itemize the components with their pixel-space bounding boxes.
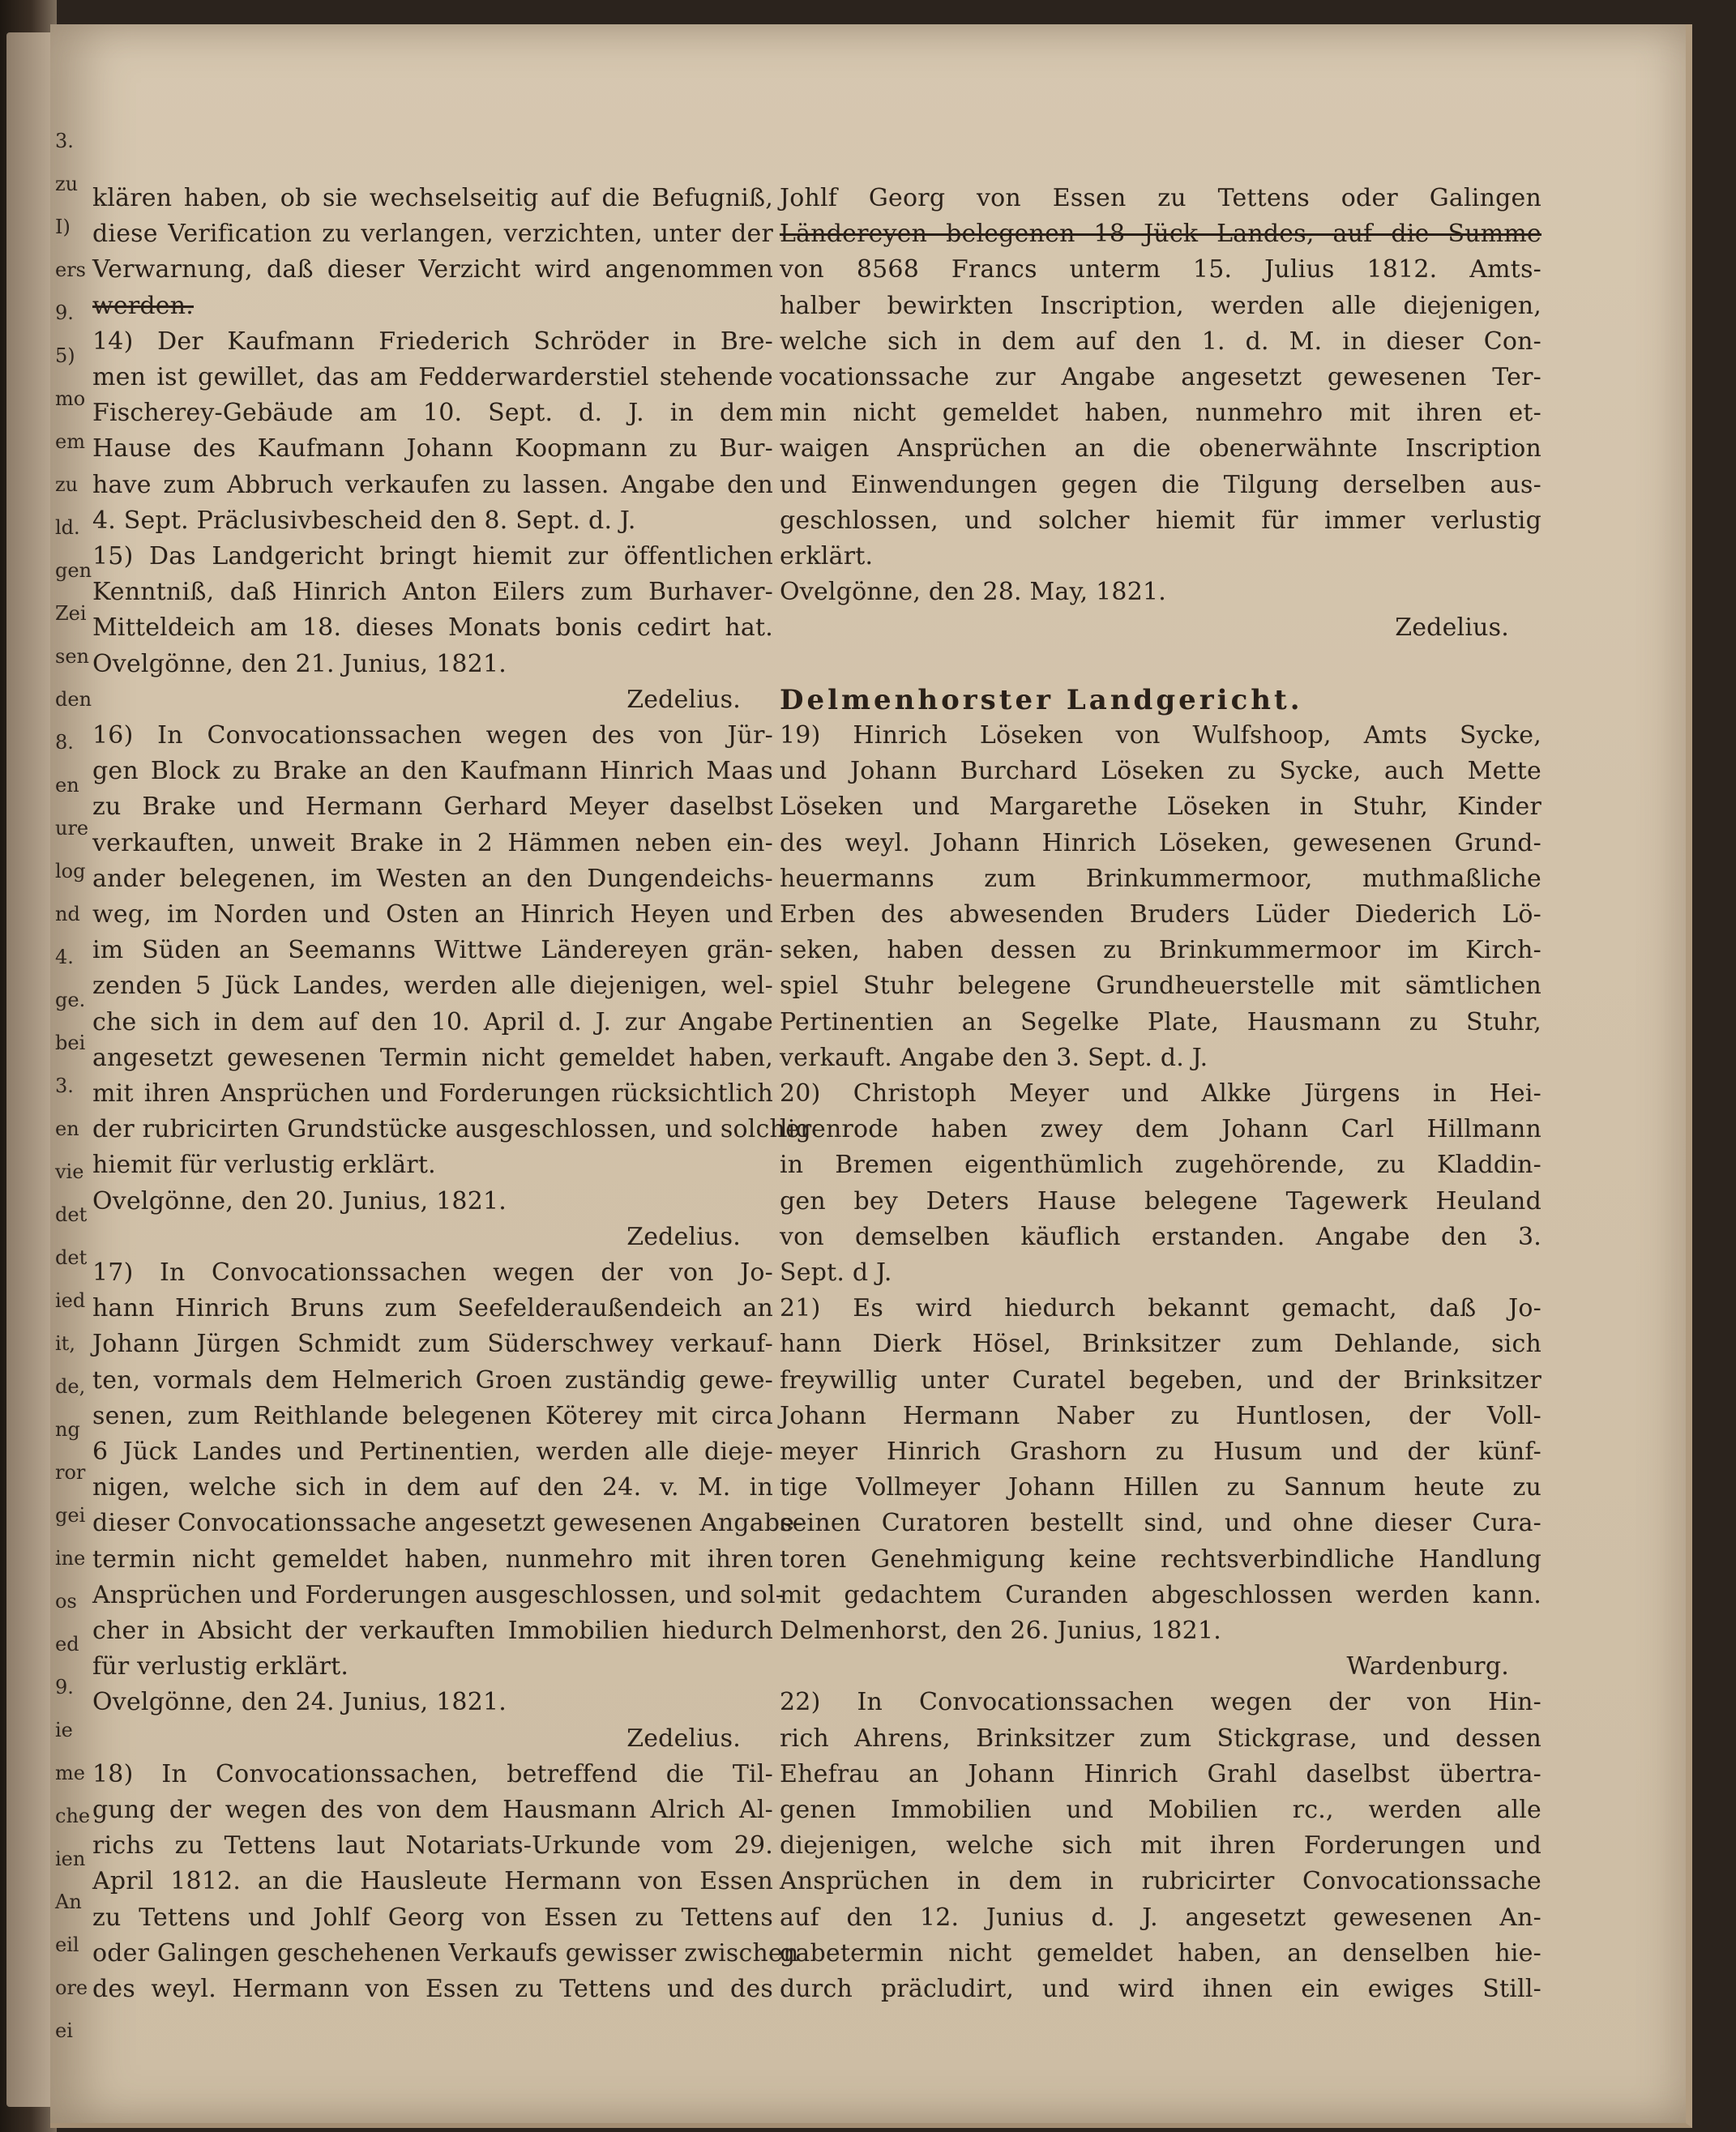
margin-fragment: eil — [55, 1933, 79, 1956]
margin-fragment: ror — [55, 1461, 86, 1484]
margin-fragment: Zei — [55, 602, 87, 625]
text-line: Ovelgönne, den 28. May, 1821. — [780, 578, 1167, 607]
text-line: halber bewirkten Inscription, werden alle diejenigen, — [780, 291, 1541, 320]
margin-fragment: An — [55, 1891, 82, 1913]
margin-fragment: 3. — [55, 130, 74, 152]
margin-fragment: ei — [55, 2019, 73, 2042]
margin-fragment: ine — [55, 1547, 86, 1570]
text-line: 21) Es wird hiedurch bekannt gemacht, daß Jo- — [780, 1294, 1541, 1323]
text-line: im Süden an Seemanns Wittwe Ländereyen grän- — [92, 936, 773, 965]
text-line: auf den 12. Junius d. J. angesetzt gewesenen An- — [780, 1903, 1541, 1932]
text-line — [780, 648, 1541, 681]
text-line: werden. — [92, 291, 194, 320]
text-line: ligenrode haben zwey dem Johann Carl Hillmann — [780, 1115, 1541, 1144]
text-line: Delmenhorst, den 26. Junius, 1821. — [780, 1617, 1221, 1645]
margin-fragment: 9. — [55, 301, 74, 324]
text-line: 6 Jück Landes und Pertinentien, werden alle dieje- — [92, 1438, 773, 1466]
margin-fragment: it, — [55, 1332, 75, 1355]
margin-fragment: 4. — [55, 946, 74, 968]
text-line: Delmenhorster Landgericht. — [780, 683, 1303, 716]
text-line: oder Galingen geschehenen Verkaufs gewisser zwischen — [92, 1938, 799, 1968]
text-line: für verlustig erklärt. — [92, 1652, 349, 1681]
text-line: weg, im Norden und Osten an Hinrich Heyen und — [92, 900, 773, 929]
margin-fragment: I) — [55, 216, 71, 238]
text-line: ander belegenen, im Westen an den Dungendeichs- — [92, 864, 773, 893]
text-line: cher in Absicht der verkauften Immobilien hiedurch — [92, 1617, 773, 1645]
text-line: hiemit für verlustig erklärt. — [92, 1151, 436, 1180]
margin-fragment: gen — [55, 559, 92, 582]
margin-fragment: che — [55, 1805, 91, 1827]
margin-fragment: zu — [55, 473, 79, 496]
text-line: waigen Ansprüchen an die obenerwähnte Inscription — [780, 434, 1541, 464]
text-line: men ist gewillet, das am Fedderwarderstiel stehende — [92, 363, 773, 391]
text-line: Mitteldeich am 18. dieses Monats bonis cedirt hat. — [92, 613, 773, 643]
text-line: Verwarnung, daß dieser Verzicht wird angenommen — [92, 255, 773, 284]
margin-fragment: ed — [55, 1633, 79, 1656]
margin-fragment: me — [55, 1762, 85, 1784]
margin-fragment: os — [55, 1590, 77, 1613]
text-line: Ansprüchen in dem in rubricirter Convocationssache — [780, 1867, 1541, 1896]
text-line: April 1812. an die Hausleute Hermann von Essen — [92, 1867, 773, 1896]
margin-fragment: de, — [55, 1375, 86, 1398]
margin-fragment: ien — [55, 1848, 86, 1870]
text-line: des weyl. Hermann von Essen zu Tettens und des — [92, 1975, 773, 2003]
text-line: Pertinentien an Segelke Plate, Hausmann zu Stuhr, — [780, 1007, 1541, 1036]
text-line: klären haben, ob sie wechselseitig auf die Befugniß, — [92, 184, 773, 212]
text-line: und Johann Burchard Löseken zu Sycke, auch Mette — [780, 757, 1541, 786]
text-line: zenden 5 Jück Landes, werden alle diejenigen, wel- — [92, 972, 773, 1001]
margin-fragment: 9. — [55, 1676, 74, 1698]
margin-fragment: 3. — [55, 1075, 74, 1097]
document-page — [50, 24, 1692, 2128]
margin-fragment: ure — [55, 817, 89, 840]
text-line: toren Genehmigung keine rechtsverbindliche Handlung — [780, 1545, 1541, 1574]
text-line: genen Immobilien und Mobilien rc., werden alle — [780, 1796, 1541, 1824]
text-line: freywillig unter Curatel begeben, und der Brinksitzer — [780, 1365, 1541, 1395]
margin-fragment: ng — [55, 1418, 80, 1441]
text-line: mit ihren Ansprüchen und Forderungen rücksichtlich — [92, 1079, 773, 1108]
text-line: 16) In Convocationssachen wegen des von Jür- — [92, 721, 773, 750]
margin-fragment: ie — [55, 1719, 73, 1741]
text-line: dieser Convocationssache angesetzt gewesenen Angabe- — [92, 1509, 803, 1538]
margin-fragments — [50, 24, 92, 2123]
text-line: Johlf Georg von Essen zu Tettens oder Galingen — [780, 184, 1541, 212]
text-line: Hause des Kaufmann Johann Koopmann zu Bur- — [92, 434, 773, 464]
text-line: zu Brake und Hermann Gerhard Meyer daselbst — [92, 793, 773, 822]
margin-fragment: zu — [55, 173, 79, 195]
text-line: ten, vormals dem Helmerich Groen zuständig gewe- — [92, 1365, 773, 1395]
margin-fragment: ge. — [55, 989, 86, 1011]
text-line: Ländereyen belegenen 18 Jück Landes, auf die Summe — [780, 220, 1541, 249]
margin-fragment: em — [55, 430, 85, 453]
text-line: termin nicht gemeldet haben, nunmehro mit ihren — [92, 1545, 773, 1574]
margin-fragment: sen — [55, 645, 89, 668]
text-line: und Einwendungen gegen die Tilgung derselben aus- — [780, 470, 1541, 499]
text-line: 20) Christoph Meyer und Alkke Jürgens in Hei- — [780, 1079, 1541, 1108]
margin-fragment: det — [55, 1203, 88, 1226]
text-line: have zum Abbruch verkaufen zu lassen. Angabe den — [92, 470, 773, 499]
text-line: in Bremen eigenthümlich zugehörende, zu Kladdin- — [780, 1151, 1541, 1180]
text-line: che sich in dem auf den 10. April d. J. zur Angabe — [92, 1007, 773, 1036]
text-line: diejenigen, welche sich mit ihren Forderungen und — [780, 1831, 1541, 1861]
margin-fragment: gei — [55, 1504, 86, 1527]
text-line: von demselben käuflich erstanden. Angabe den 3. — [780, 1222, 1541, 1251]
margin-fragment: 8. — [55, 731, 74, 754]
margin-fragment: det — [55, 1246, 88, 1269]
margin-fragment: den — [55, 688, 92, 711]
text-line: durch präcludirt, und wird ihnen ein ewiges Still- — [780, 1975, 1541, 2003]
text-line: der rubricirten Grundstücke ausgeschlossen, und solcher — [92, 1115, 812, 1144]
text-line: rich Ahrens, Brinksitzer zum Stickgrase, und dessen — [780, 1724, 1541, 1753]
text-line: Wardenburg. — [1346, 1652, 1509, 1681]
text-line: heuermanns zum Brinkummermoor, muthmaßliche — [780, 864, 1541, 893]
text-line: gung der wegen des von dem Hausmann Alrich Al- — [92, 1796, 773, 1824]
text-line: mit gedachtem Curanden abgeschlossen werden kann. — [780, 1580, 1541, 1609]
text-line: gen Block zu Brake an den Kaufmann Hinrich Maas — [92, 757, 773, 786]
text-line: Erben des abwesenden Bruders Lüder Diederich Lö- — [780, 900, 1541, 929]
margin-fragment: vie — [55, 1160, 84, 1183]
text-line: verkauften, unweit Brake in 2 Hämmen neben ein- — [92, 828, 773, 857]
text-line: Sept. d J. — [780, 1258, 892, 1287]
text-line: Zedelius. — [626, 685, 741, 714]
margin-fragment: ore — [55, 1976, 88, 1999]
text-line: Ovelgönne, den 20. Junius, 1821. — [92, 1186, 507, 1216]
text-line: geschlossen, und solcher hiemit für immer verlustig — [780, 506, 1541, 535]
margin-fragment: 5) — [55, 344, 75, 367]
text-line: Löseken und Margarethe Löseken in Stuhr, Kinder — [780, 793, 1541, 822]
margin-fragment: ers — [55, 258, 86, 281]
text-line: nigen, welche sich in dem auf den 24. v. M. in — [92, 1473, 773, 1502]
text-line: hann Dierk Hösel, Brinksitzer zum Dehlande, sich — [780, 1330, 1541, 1359]
text-line: seinen Curatoren bestellt sind, und ohne dieser Cura- — [780, 1509, 1541, 1538]
text-line: Zedelius. — [626, 1222, 741, 1251]
text-line: welche sich in dem auf den 1. d. M. in dieser Con- — [780, 327, 1541, 356]
text-line: zu Tettens und Johlf Georg von Essen zu Tettens — [92, 1903, 773, 1932]
text-line: diese Verification zu verlangen, verzichten, unter der — [92, 220, 773, 249]
text-line: gen bey Deters Hause belegene Tagewerk Heuland — [780, 1186, 1541, 1216]
text-line: Ovelgönne, den 24. Junius, 1821. — [92, 1688, 507, 1717]
text-line: meyer Hinrich Grashorn zu Husum und der künf- — [780, 1438, 1541, 1466]
margin-fragment: mo — [55, 387, 86, 410]
text-line: Johann Jürgen Schmidt zum Süderschwey verkauf- — [92, 1330, 773, 1359]
text-line: Ovelgönne, den 21. Junius, 1821. — [92, 649, 507, 678]
text-line: 4. Sept. Präclusivbescheid den 8. Sept. d. J. — [92, 506, 636, 535]
margin-fragment: ld. — [55, 516, 80, 539]
text-line: 17) In Convocationssachen wegen der von Jo- — [92, 1258, 773, 1287]
text-line: seken, haben dessen zu Brinkummermoor im Kirch- — [780, 936, 1541, 965]
margin-fragment: ied — [55, 1289, 86, 1312]
margin-fragment: bei — [55, 1032, 86, 1054]
text-line: richs zu Tettens laut Notariats-Urkunde vom 29. — [92, 1831, 773, 1861]
text-line: angesetzt gewesenen Termin nicht gemeldet haben, — [92, 1043, 773, 1072]
text-line: Zedelius. — [626, 1724, 741, 1753]
text-line: Ehefrau an Johann Hinrich Grahl daselbst übertra- — [780, 1759, 1541, 1788]
text-line: von 8568 Francs unterm 15. Julius 1812. Amts- — [780, 255, 1541, 284]
margin-fragment: en — [55, 1117, 79, 1140]
margin-fragment: nd — [55, 903, 80, 925]
text-line: senen, zum Reithlande belegenen Köterey mit circa — [92, 1401, 773, 1430]
text-line: vocationssache zur Angabe angesetzt gewesenen Ter- — [780, 363, 1541, 391]
text-line: Zedelius. — [1395, 613, 1509, 643]
text-line: 22) In Convocationssachen wegen der von Hin- — [780, 1688, 1541, 1717]
text-line: spiel Stuhr belegene Grundheuerstelle mit sämtlichen — [780, 972, 1541, 1001]
margin-fragment: en — [55, 774, 79, 797]
margin-fragment: log — [55, 860, 86, 882]
text-line: erklärt. — [780, 542, 874, 570]
text-line: gabetermin nicht gemeldet haben, an denselben hie- — [780, 1938, 1541, 1968]
text-line: 19) Hinrich Löseken von Wulfshoop, Amts Sycke, — [780, 721, 1541, 750]
text-line: Kenntniß, daß Hinrich Anton Eilers zum Burhaver- — [92, 578, 773, 607]
text-line: Fischerey-Gebäude am 10. Sept. d. J. in dem — [92, 399, 773, 428]
text-line: des weyl. Johann Hinrich Löseken, gewesenen Grund- — [780, 828, 1541, 857]
text-line: min nicht gemeldet haben, nunmehro mit ihren et- — [780, 399, 1541, 428]
text-line: Ansprüchen und Forderungen ausgeschlossen, und sol- — [92, 1580, 785, 1609]
text-line: hann Hinrich Bruns zum Seefelderaußendeich an — [92, 1294, 773, 1323]
text-line: 18) In Convocationssachen, betreffend die Til- — [92, 1759, 773, 1788]
text-line: tige Vollmeyer Johann Hillen zu Sannum heute zu — [780, 1473, 1541, 1502]
text-line: Johann Hermann Naber zu Huntlosen, der Voll- — [780, 1401, 1541, 1430]
text-line: verkauft. Angabe den 3. Sept. d. J. — [780, 1043, 1208, 1072]
text-line: 14) Der Kaufmann Friederich Schröder in Bre- — [92, 327, 773, 356]
text-line: 15) Das Landgericht bringt hiemit zur öffentlichen — [92, 542, 773, 570]
